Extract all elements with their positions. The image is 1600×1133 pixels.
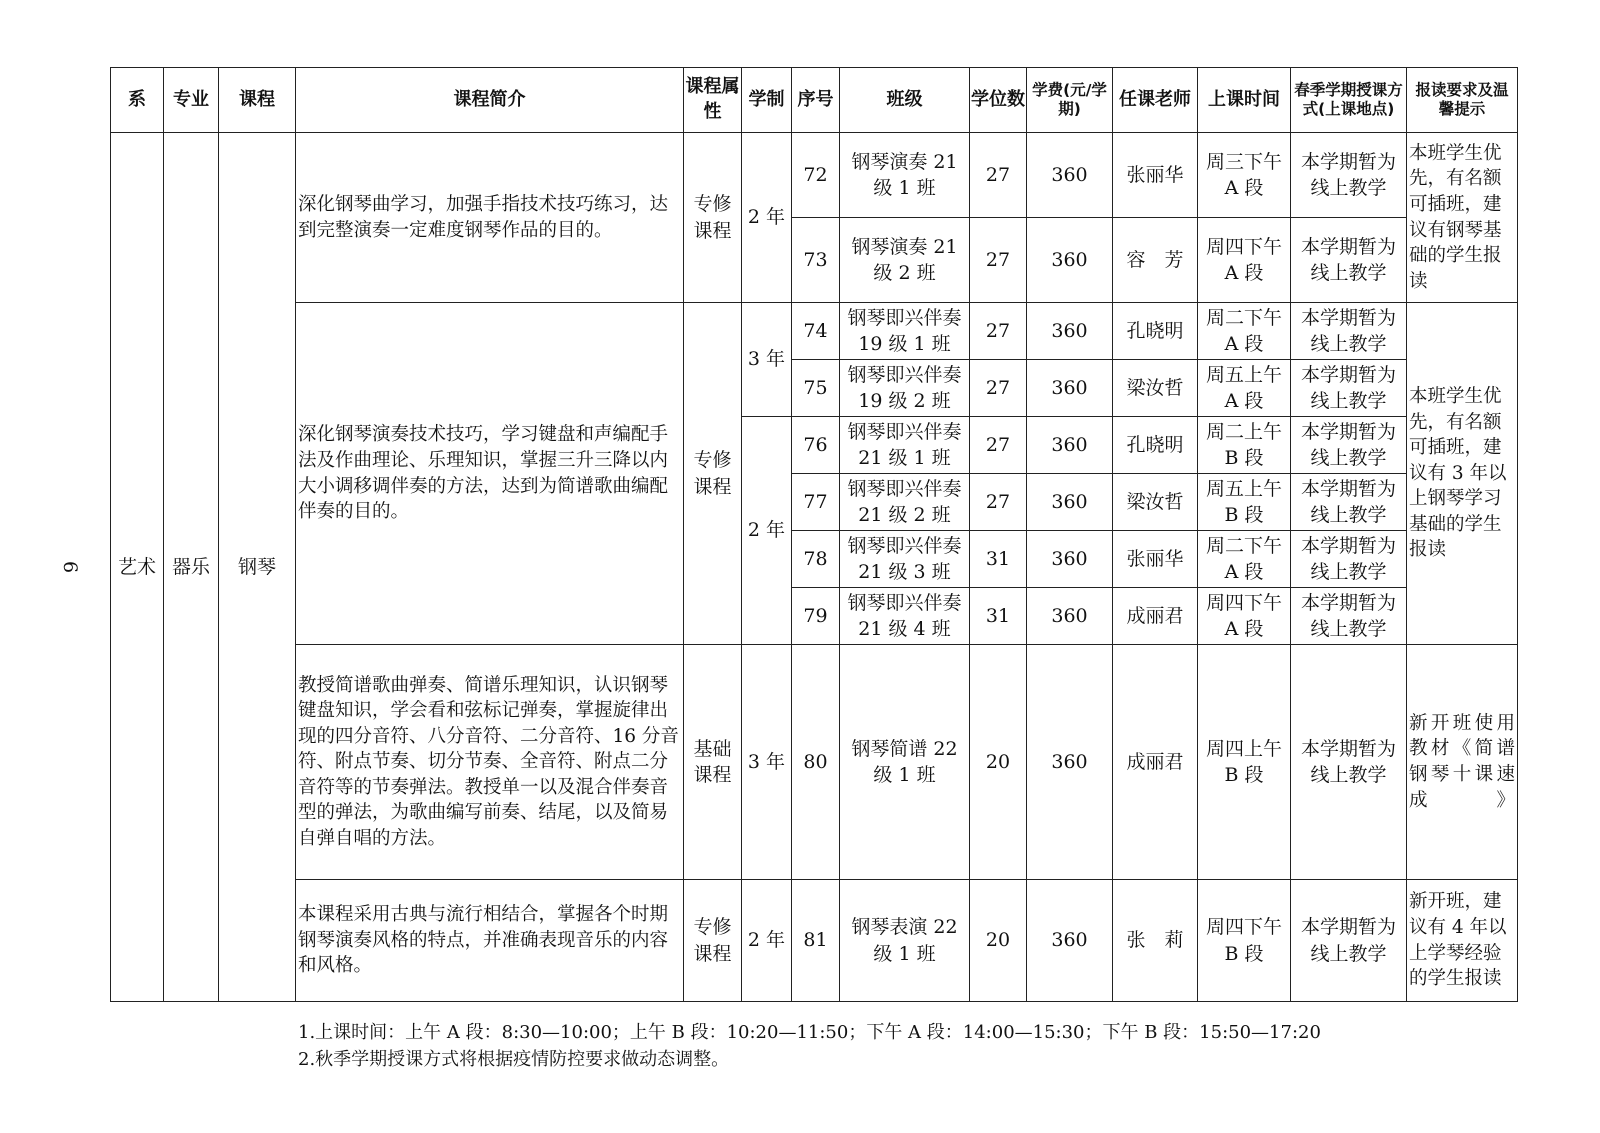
intro-cell: 本课程采用古典与流行相结合，掌握各个时期钢琴演奏风格的特点，并准确表现音乐的内容和风格。 bbox=[296, 880, 684, 1002]
seats-cell: 27 bbox=[970, 218, 1027, 303]
seats-cell: 27 bbox=[970, 133, 1027, 218]
fee-cell: 360 bbox=[1027, 474, 1113, 531]
fee-cell: 360 bbox=[1027, 880, 1113, 1002]
time-cell: 周二下午 A 段 bbox=[1198, 531, 1291, 588]
seats-cell: 27 bbox=[970, 303, 1027, 360]
class-cell: 钢琴即兴伴奏 21 级 3 班 bbox=[840, 531, 970, 588]
table-header-row bbox=[111, 68, 1518, 133]
intro-cell: 教授简谱歌曲弹奏、简谱乐理知识，认识钢琴键盘知识，学会看和弦标记弹奏，掌握旋律出现的四分音符、八分音符、二分音符、16 分音符、附点节奏、切分节奏、全音符、附点二分音符等的节奏弹法。教授单一以及混合伴奏音型的弹法，为歌曲编写前奏、结尾，以及简易自弹自唱的方法。 bbox=[296, 645, 684, 880]
class-cell: 钢琴即兴伴奏 21 级 1 班 bbox=[840, 417, 970, 474]
teacher-cell: 张丽华 bbox=[1113, 531, 1198, 588]
mode-cell: 本学期暂为线上教学 bbox=[1291, 588, 1407, 645]
mode-cell: 本学期暂为线上教学 bbox=[1291, 218, 1407, 303]
footnote-2: 2.秋季学期授课方式将根据疫情防控要求做动态调整。 bbox=[298, 1049, 730, 1070]
duration-cell: 2 年 bbox=[742, 880, 792, 1002]
teacher-cell: 成丽君 bbox=[1113, 645, 1198, 880]
course-cell: 钢琴 bbox=[219, 133, 296, 1002]
notice-cell: 新开班，建议有 4 年以上学琴经验的学生报读 bbox=[1407, 880, 1518, 1002]
table-row bbox=[111, 880, 1518, 1002]
class-cell: 钢琴即兴伴奏 21 级 2 班 bbox=[840, 474, 970, 531]
time-cell: 周四上午 B 段 bbox=[1198, 645, 1291, 880]
seq-cell: 75 bbox=[792, 360, 840, 417]
header-time: 上课时间 bbox=[1198, 68, 1291, 133]
teacher-cell: 梁汝哲 bbox=[1113, 474, 1198, 531]
attr-cell: 专修课程 bbox=[684, 880, 742, 1002]
duration-cell: 2 年 bbox=[742, 417, 792, 645]
seq-cell: 78 bbox=[792, 531, 840, 588]
attr-cell: 专修课程 bbox=[684, 303, 742, 645]
table-row bbox=[111, 303, 1518, 360]
table-row bbox=[111, 133, 1518, 218]
fee-cell: 360 bbox=[1027, 218, 1113, 303]
seats-cell: 27 bbox=[970, 360, 1027, 417]
duration-cell: 2 年 bbox=[742, 133, 792, 303]
seats-cell: 27 bbox=[970, 474, 1027, 531]
fee-cell: 360 bbox=[1027, 531, 1113, 588]
header-course: 课程 bbox=[219, 68, 296, 133]
course-table bbox=[110, 67, 1518, 1002]
header-dept: 系 bbox=[111, 68, 164, 133]
dept-cell: 艺术 bbox=[111, 133, 164, 1002]
class-cell: 钢琴演奏 21 级 2 班 bbox=[840, 218, 970, 303]
seq-cell: 81 bbox=[792, 880, 840, 1002]
fee-cell: 360 bbox=[1027, 645, 1113, 880]
seats-cell: 31 bbox=[970, 588, 1027, 645]
mode-cell: 本学期暂为线上教学 bbox=[1291, 133, 1407, 218]
notice-cell: 本班学生优先，有名额可插班，建议有钢琴基础的学生报读 bbox=[1407, 133, 1518, 303]
notice-cell: 本班学生优先，有名额可插班，建议有 3 年以上钢琴学习基础的学生报读 bbox=[1407, 303, 1518, 645]
time-cell: 周四下午 A 段 bbox=[1198, 218, 1291, 303]
mode-cell: 本学期暂为线上教学 bbox=[1291, 360, 1407, 417]
teacher-cell: 容 芳 bbox=[1113, 218, 1198, 303]
fee-cell: 360 bbox=[1027, 417, 1113, 474]
header-class: 班级 bbox=[840, 68, 970, 133]
fee-cell: 360 bbox=[1027, 303, 1113, 360]
duration-cell: 3 年 bbox=[742, 645, 792, 880]
header-duration: 学制 bbox=[742, 68, 792, 133]
mode-cell: 本学期暂为线上教学 bbox=[1291, 474, 1407, 531]
seq-cell: 76 bbox=[792, 417, 840, 474]
teacher-cell: 张 莉 bbox=[1113, 880, 1198, 1002]
mode-cell: 本学期暂为线上教学 bbox=[1291, 645, 1407, 880]
seq-cell: 73 bbox=[792, 218, 840, 303]
seats-cell: 31 bbox=[970, 531, 1027, 588]
teacher-cell: 孔晓明 bbox=[1113, 417, 1198, 474]
major-cell: 器乐 bbox=[164, 133, 219, 1002]
teacher-cell: 成丽君 bbox=[1113, 588, 1198, 645]
seats-cell: 27 bbox=[970, 417, 1027, 474]
seq-cell: 77 bbox=[792, 474, 840, 531]
time-cell: 周四下午 A 段 bbox=[1198, 588, 1291, 645]
mode-cell: 本学期暂为线上教学 bbox=[1291, 417, 1407, 474]
time-cell: 周四下午 B 段 bbox=[1198, 880, 1291, 1002]
header-teacher: 任课老师 bbox=[1113, 68, 1198, 133]
attr-cell: 专修课程 bbox=[684, 133, 742, 303]
header-intro: 课程简介 bbox=[296, 68, 684, 133]
attr-cell: 基础课程 bbox=[684, 645, 742, 880]
duration-cell: 3 年 bbox=[742, 303, 792, 417]
header-fee: 学费(元/学期) bbox=[1027, 68, 1113, 133]
fee-cell: 360 bbox=[1027, 588, 1113, 645]
class-cell: 钢琴即兴伴奏 19 级 1 班 bbox=[840, 303, 970, 360]
header-seq: 序号 bbox=[792, 68, 840, 133]
time-cell: 周五上午 B 段 bbox=[1198, 474, 1291, 531]
class-cell: 钢琴即兴伴奏 19 级 2 班 bbox=[840, 360, 970, 417]
time-cell: 周二上午 B 段 bbox=[1198, 417, 1291, 474]
seq-cell: 79 bbox=[792, 588, 840, 645]
fee-cell: 360 bbox=[1027, 360, 1113, 417]
time-cell: 周五上午 A 段 bbox=[1198, 360, 1291, 417]
seq-cell: 74 bbox=[792, 303, 840, 360]
seq-cell: 72 bbox=[792, 133, 840, 218]
class-cell: 钢琴表演 22 级 1 班 bbox=[840, 880, 970, 1002]
header-seats: 学位数 bbox=[970, 68, 1027, 133]
class-cell: 钢琴演奏 21 级 1 班 bbox=[840, 133, 970, 218]
teacher-cell: 张丽华 bbox=[1113, 133, 1198, 218]
time-cell: 周三下午 A 段 bbox=[1198, 133, 1291, 218]
seq-cell: 80 bbox=[792, 645, 840, 880]
footnote-1: 1.上课时间：上午 A 段：8:30—10:00；上午 B 段：10:20—11:50；下午 A 段：14:00—15:30；下午 B 段：15:50—17:20 bbox=[298, 1022, 1321, 1043]
header-mode: 春季学期授课方式(上课地点) bbox=[1291, 68, 1407, 133]
seats-cell: 20 bbox=[970, 645, 1027, 880]
header-attr: 课程属性 bbox=[684, 68, 742, 133]
header-major: 专业 bbox=[164, 68, 219, 133]
teacher-cell: 梁汝哲 bbox=[1113, 360, 1198, 417]
teacher-cell: 孔晓明 bbox=[1113, 303, 1198, 360]
fee-cell: 360 bbox=[1027, 133, 1113, 218]
seats-cell: 20 bbox=[970, 880, 1027, 1002]
header-notice: 报读要求及温馨提示 bbox=[1407, 68, 1518, 133]
notice-cell: 新开班使用教材《简谱钢琴十课速成》 bbox=[1407, 645, 1518, 880]
class-cell: 钢琴即兴伴奏 21 级 4 班 bbox=[840, 588, 970, 645]
class-cell: 钢琴简谱 22 级 1 班 bbox=[840, 645, 970, 880]
mode-cell: 本学期暂为线上教学 bbox=[1291, 880, 1407, 1002]
intro-cell: 深化钢琴曲学习，加强手指技术技巧练习，达到完整演奏一定难度钢琴作品的目的。 bbox=[296, 133, 684, 303]
mode-cell: 本学期暂为线上教学 bbox=[1291, 303, 1407, 360]
intro-cell: 深化钢琴演奏技术技巧，学习键盘和声编配手法及作曲理论、乐理知识，掌握三升三降以内大小调移调伴奏的方法，达到为简谱歌曲编配伴奏的目的。 bbox=[296, 303, 684, 645]
page-number: 6 bbox=[59, 560, 82, 574]
mode-cell: 本学期暂为线上教学 bbox=[1291, 531, 1407, 588]
time-cell: 周二下午 A 段 bbox=[1198, 303, 1291, 360]
table-row bbox=[111, 645, 1518, 880]
footnotes bbox=[298, 1019, 1321, 1073]
